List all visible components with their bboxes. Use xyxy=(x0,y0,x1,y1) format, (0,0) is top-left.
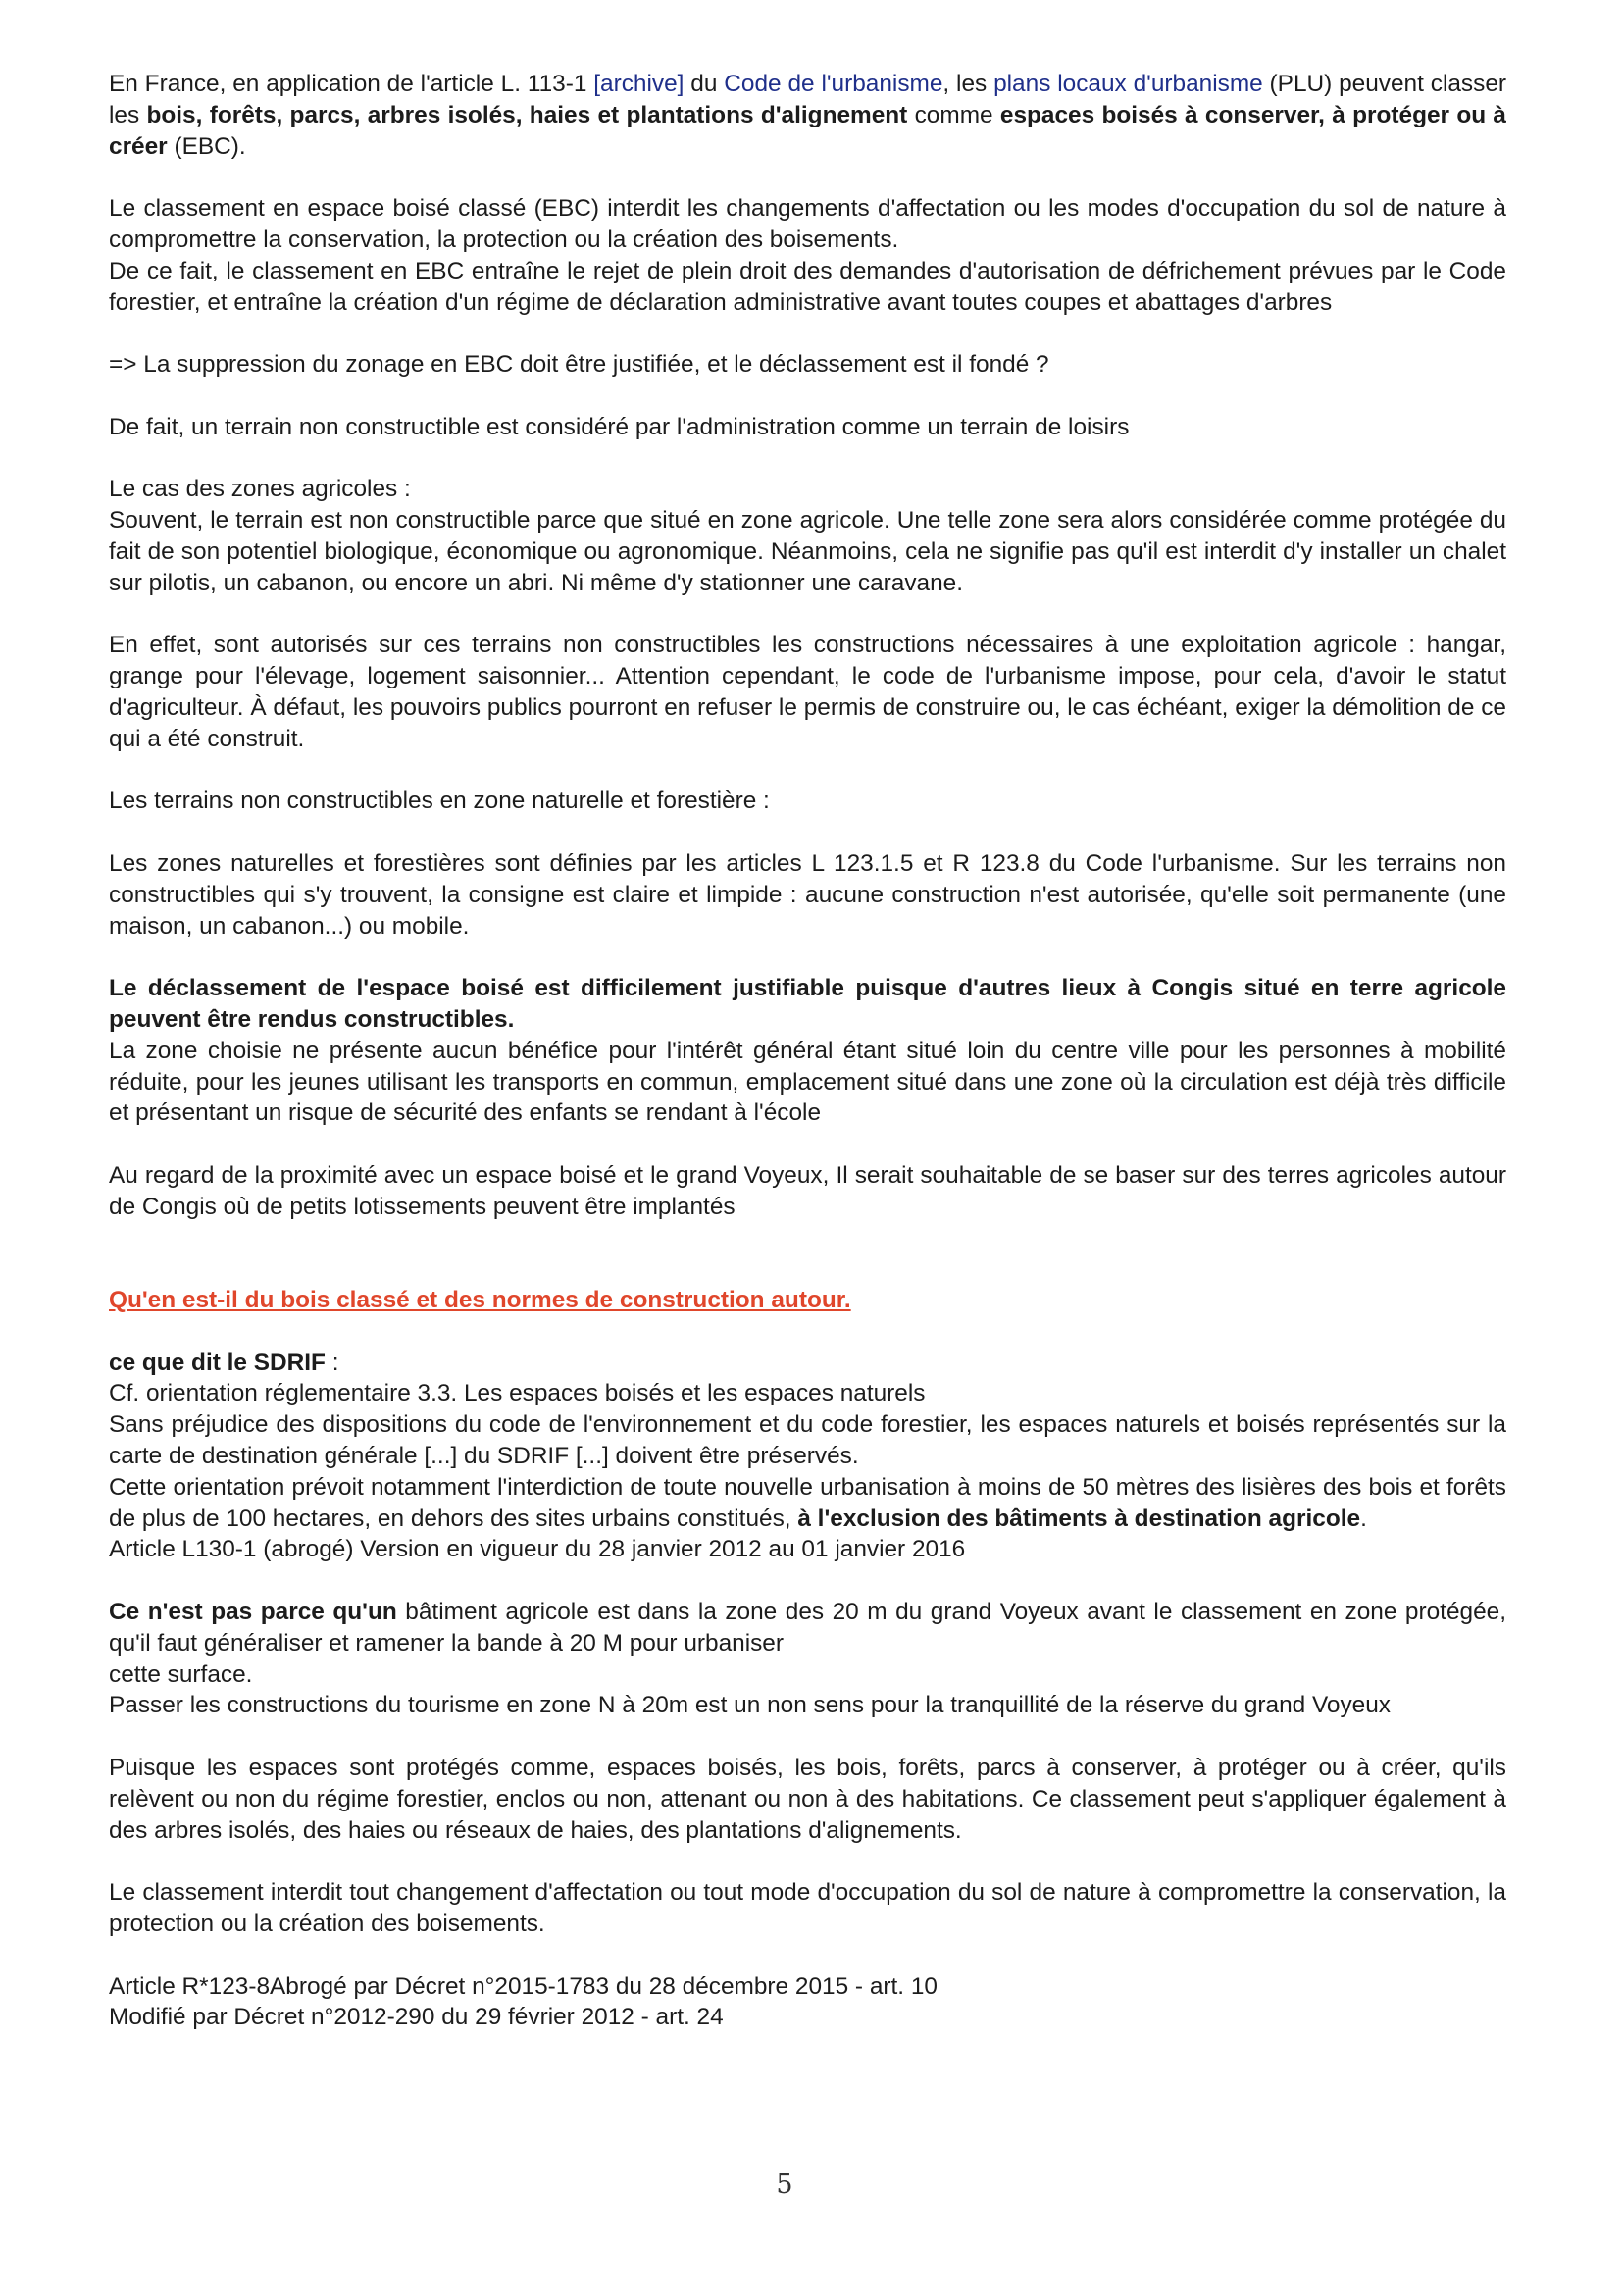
plu-link[interactable]: plans locaux d'urbanisme xyxy=(993,71,1263,97)
article-modifie: Modifié par Décret n°2012-290 du 29 février 2012 - art. 24 xyxy=(109,2004,724,2031)
paragraph-espaces-proteges: Puisque les espaces sont protégés comme, espaces boisés, les bois, forêts, parcs à conserver, à protéger ou à créer, qu'ils relèvent ou non du régime forestier, enclos ou non, attenant ou non à des habitations. Ce classement peut s'appliquer également à des arbres isolés, des haies ou réseaux de haies, des plantations d'alignements. xyxy=(109,1755,1506,1844)
heading-zones-agricoles: Le cas des zones agricoles : xyxy=(109,476,411,503)
paragraph-classement: Le classement en espace boisé classé (EBC) interdit les changements d'affectation ou les modes d'occupation du sol de nature à compromettre la conservation, la protection ou la création des boisements. xyxy=(109,195,1506,253)
paragraph-loisirs: De fait, un terrain non constructible est considéré par l'administration comme un terrain de loisirs xyxy=(109,413,1130,440)
paragraph-batiment-agricole: Ce n'est pas parce qu'un bâtiment agricole est dans la zone des 20 m du grand Voyeux avant le classement en zone protégée, qu'il faut généraliser et ramener la bande à 20 M pour urbaniser xyxy=(109,1599,1506,1657)
sdrif-prejudice: Sans préjudice des dispositions du code de l'environnement et du code forestier, les espaces naturels et boisés représentés sur la carte de destination générale [...] du SDRIF [...] doivent être préservés. xyxy=(109,1411,1506,1470)
sdrif-orientation: Cf. orientation réglementaire 3.3. Les espaces boisés et les espaces naturels xyxy=(109,1380,926,1407)
paragraph-grand-voyeux: Au regard de la proximité avec un espace boisé et le grand Voyeux, Il serait souhaitable de se baser sur des terres agricoles autour de Congis où de petits lotissements peuvent être implantés xyxy=(109,1161,1506,1220)
paragraph-zone-naturelle: Les zones naturelles et forestières sont définies par les articles L 123.1.5 et R 123.8 du Code l'urbanisme. Sur les terrains non constructibles qui s'y trouvent, la consigne est claire et limpide : aucune construction n'est autorisée, qu'elle soit permanente (une maison, un cabanon...) ou mobile. xyxy=(109,849,1506,940)
archive-link[interactable]: [archive] xyxy=(593,71,685,97)
heading-zone-naturelle: Les terrains non constructibles en zone naturelle et forestière : xyxy=(109,788,770,815)
paragraph-declassement-bold: Le déclassement de l'espace boisé est difficilement justifiable puisque d'autres lieux à Congis situé en terre agricole peuvent être rendus constructibles. xyxy=(109,975,1506,1033)
sdrif-article: Article L130-1 (abrogé) Version en vigueur du 28 janvier 2012 au 01 janvier 2016 xyxy=(109,1536,966,1563)
article-abroge: Article R*123-8Abrogé par Décret n°2015-1783 du 28 décembre 2015 - art. 10 xyxy=(109,1972,938,2000)
heading-sdrif: ce que dit le SDRIF : xyxy=(109,1349,339,1376)
paragraph-zones-agricoles: Souvent, le terrain est non constructible parce que situé en zone agricole. Une telle zone sera alors considérée comme protégée du fait de son potentiel biologique, économique ou agronomique. Néanmoins, cela ne signifie pas qu'il est interdit d'y installer un chalet sur pilotis, un cabanon, ou encore un abri. Ni même d'y stationner une caravane. xyxy=(109,507,1506,596)
paragraph-classement-interdit: Le classement interdit tout changement d'affectation ou tout mode d'occupation du sol de nature à compromettre la conservation, la protection ou la création des boisements. xyxy=(109,1879,1506,1938)
sdrif-interdiction: Cette orientation prévoit notamment l'interdiction de toute nouvelle urbanisation à moins de 50 mètres des lisières des bois et forêts de plus de 100 hectares, en dehors des sites urbains constitués, à l'exclusion des bâtiments à destination agricole. xyxy=(109,1473,1506,1532)
page-number: 5 xyxy=(776,2169,793,2200)
paragraph-ebc-intro: En France, en application de l'article L. 113-1 [archive] du Code de l'urbanisme, les plans locaux d'urbanisme (PLU) peuvent classer les bois, forêts, parcs, arbres isolés, haies et plantations d'alignement comme espaces boisés à conserver, à protéger ou à créer (EBC). xyxy=(109,71,1507,160)
paragraph-tourisme: Passer les constructions du tourisme en zone N à 20m est un non sens pour la tranquillité de la réserve du grand Voyeux xyxy=(109,1692,1391,1719)
paragraph-defrichement: De ce fait, le classement en EBC entraîne le rejet de plein droit des demandes d'autorisation de défrichement prévues par le Code forestier, et entraîne la création d'un régime de déclaration administrative avant toutes coupes et abattages d'arbres xyxy=(109,257,1506,316)
document-body xyxy=(109,69,1506,2033)
paragraph-surface: cette surface. xyxy=(109,1660,253,1688)
paragraph-exploitation-agricole: En effet, sont autorisés sur ces terrains non constructibles les constructions nécessaires à une exploitation agricole : hangar, grange pour l'élevage, logement saisonnier... Attention cependant, le code de l'urbanisme impose, pour cela, d'avoir le statut d'agriculteur. À défaut, les pouvoirs publics pourront en refuser le permis de construire ou, le cas échéant, exiger la démolition de ce qui a été construit. xyxy=(109,632,1506,752)
paragraph-question: => La suppression du zonage en EBC doit être justifiée, et le déclassement est il fondé ? xyxy=(109,351,1049,379)
section-heading: Qu'en est-il du bois classé et des normes de construction autour. xyxy=(109,1287,851,1314)
paragraph-zone-choisie: La zone choisie ne présente aucun bénéfice pour l'intérêt général étant situé loin du centre ville pour les personnes à mobilité réduite, pour les jeunes utilisant les transports en commun, emplacement situé dans une zone où la circulation est déjà très difficile et présentant un risque de sécurité des enfants se rendant à l'école xyxy=(109,1037,1506,1127)
code-urbanisme-link[interactable]: Code de l'urbanisme xyxy=(724,71,943,97)
